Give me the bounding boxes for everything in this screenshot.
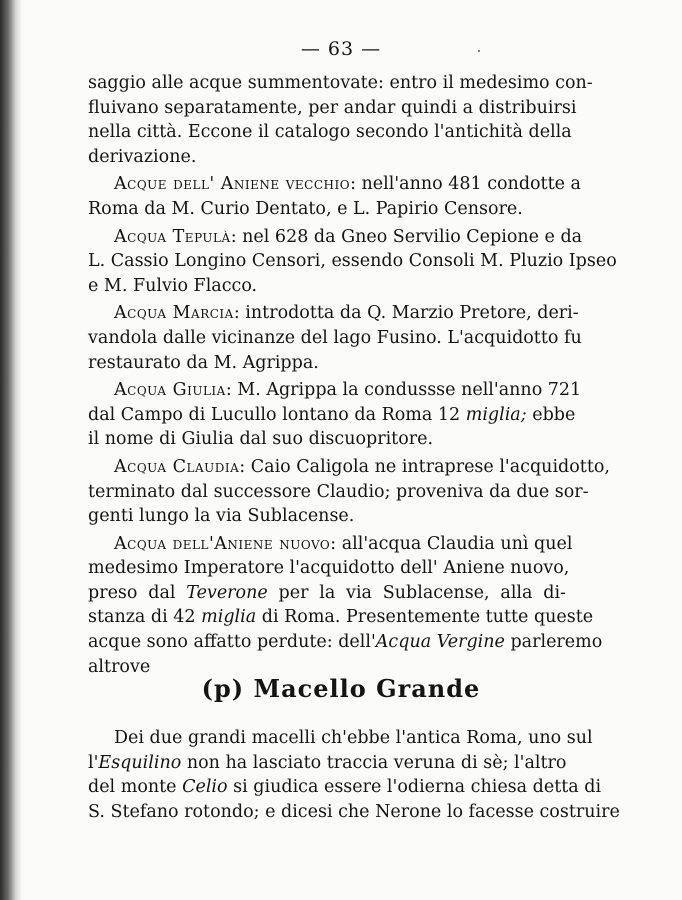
entry-aniene-nuovo bbox=[88, 532, 573, 557]
text-fragment: per la via Sublacense, alla di- bbox=[278, 582, 566, 603]
text-fragment: di Roma. Presentemente tutte queste bbox=[261, 607, 594, 628]
entry-name: Acqua Giulia bbox=[114, 380, 226, 401]
entry-tepula bbox=[88, 225, 583, 250]
text-line bbox=[88, 605, 594, 630]
text-fragment: si giudica essere l'odierna chiesa detta di bbox=[233, 777, 602, 798]
entry-giulia bbox=[88, 378, 582, 403]
text-fragment: ebbe bbox=[532, 404, 576, 425]
text-line: e M. Fulvio Flacco. bbox=[88, 275, 258, 296]
text-line: terminato dal successore Claudio; proveniva da due sor- bbox=[88, 481, 589, 502]
text-fragment: acque sono affatto perdute: dell' bbox=[88, 632, 376, 653]
text-fragment: : introdotta da Q. Marzio Pretore, deri- bbox=[233, 303, 579, 324]
entry-marcia bbox=[88, 301, 579, 326]
text-line bbox=[88, 775, 602, 800]
entry-name: Acqua Tepulà bbox=[114, 226, 231, 247]
italic-term: Acqua Vergine bbox=[375, 632, 505, 653]
text-fragment: : nel 628 da Gneo Servilio Cepione e da bbox=[230, 226, 583, 247]
entry-name: Acqua dell'Aniene nuovo bbox=[114, 533, 331, 554]
text-fragment: preso dal bbox=[88, 582, 176, 603]
text-fragment: : all'acqua Claudia unì quel bbox=[330, 533, 573, 554]
text-line: altrove bbox=[88, 656, 151, 677]
text-line: restaurato da M. Agrippa. bbox=[88, 352, 319, 373]
text-fragment: : M. Agrippa la condussse nell'anno 721 bbox=[225, 380, 582, 401]
scanned-page-edge bbox=[0, 0, 22, 900]
text-fragment: non ha lasciato traccia veruna di sè; l'altro bbox=[186, 752, 567, 773]
entry-name: Acque dell' Aniene vecchio bbox=[114, 174, 351, 195]
text-line bbox=[88, 751, 566, 776]
text-line: fluivano separatamente, per andar quindi a distribuirsi bbox=[88, 97, 577, 118]
text-fragment: del monte bbox=[88, 777, 177, 798]
text-fragment: parleremo bbox=[510, 632, 603, 653]
entry-claudia bbox=[88, 455, 610, 480]
text-line: S. Stefano rotondo; e dicesi che Nerone lo facesse costruire bbox=[88, 801, 620, 822]
text-line bbox=[88, 403, 576, 428]
text-fragment: l' bbox=[88, 752, 99, 773]
italic-term: miglia bbox=[201, 607, 257, 628]
text-fragment: dal Campo di Lucullo lontano da Roma 12 bbox=[88, 404, 461, 425]
text-line: Roma da M. Curio Dentato, e L. Papirio Censore. bbox=[88, 198, 523, 219]
text-line: nella città. Eccone il catalogo secondo l'antichità della bbox=[88, 122, 572, 143]
entry-aniene-vecchio bbox=[88, 172, 581, 197]
text-line: il nome di Giulia dal suo discuopritore. bbox=[88, 429, 434, 450]
entry-name: Acqua Marcia bbox=[114, 303, 234, 324]
italic-term: Teverone bbox=[186, 582, 268, 603]
entry-name: Acqua Claudia bbox=[114, 456, 240, 477]
text-line: Dei due grandi macelli ch'ebbe l'antica Roma, uno sul bbox=[114, 728, 593, 748]
text-line bbox=[88, 581, 566, 606]
text-fragment: stanza di 42 bbox=[88, 607, 196, 628]
text-line: L. Cassio Longino Censori, essendo Consoli M. Pluzio Ipseo bbox=[88, 251, 617, 272]
section-heading: (p) Macello Grande bbox=[201, 674, 481, 703]
macello-text bbox=[88, 726, 620, 824]
text-fragment: : Caio Caligola ne intraprese l'acquidotto, bbox=[239, 456, 610, 477]
text-line: derivazione. bbox=[88, 146, 197, 167]
main-text bbox=[88, 71, 617, 679]
italic-term: Esquilino bbox=[98, 752, 182, 773]
page-number: — 63 — bbox=[300, 38, 382, 60]
text-line: genti lungo la via Sublacense. bbox=[88, 506, 355, 527]
text-line: vandola dalle vicinanze del lago Fusino. L'acquidotto fu bbox=[88, 327, 582, 348]
italic-term: Celio bbox=[182, 777, 228, 798]
text-line bbox=[88, 630, 603, 655]
text-line: saggio alle acque summentovate: entro il medesimo con- bbox=[88, 73, 593, 93]
italic-term: miglia; bbox=[465, 404, 527, 425]
text-line: medesimo Imperatore l'acquidotto dell' Aniene nuovo, bbox=[88, 558, 570, 579]
text-fragment: : nell'anno 481 condotte a bbox=[350, 174, 581, 195]
